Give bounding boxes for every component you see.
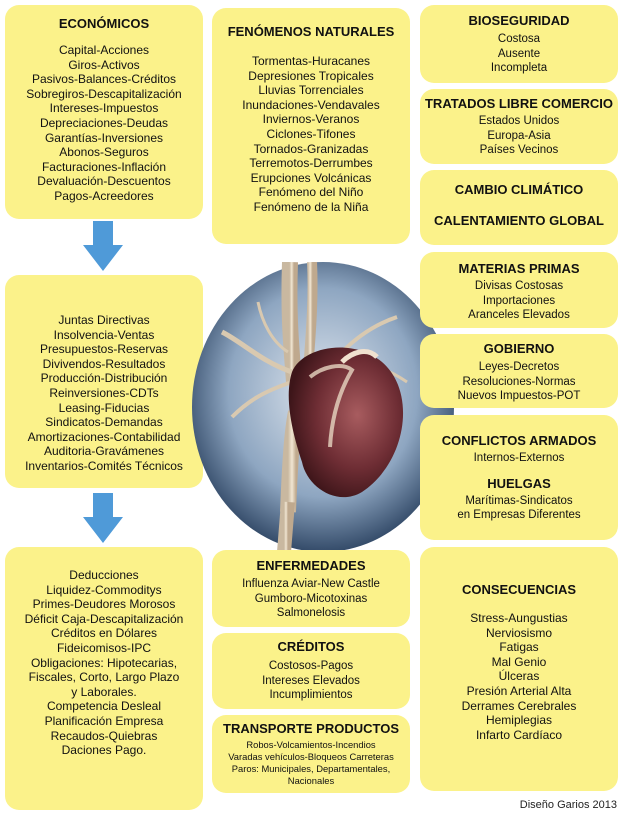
list-item: Leasing-Fiducias bbox=[58, 400, 150, 415]
conflictos-box bbox=[420, 415, 618, 540]
arrow-down-icon bbox=[83, 221, 123, 273]
list-item: Juntas Directivas bbox=[58, 313, 150, 327]
gobierno-title: GOBIERNO bbox=[483, 341, 555, 356]
list-item: Garantías-Inversiones bbox=[44, 130, 164, 145]
list-item: Terremotos-Derrumbes bbox=[249, 156, 373, 171]
list-item: Pagos-Acreedores bbox=[54, 188, 154, 203]
list-item: Depreciaciones-Deudas bbox=[39, 115, 169, 130]
list-item: Nerviosismo bbox=[485, 625, 552, 640]
list-item: Divisas Costosas bbox=[474, 280, 564, 292]
list-item: Primes-Deudores Morosos bbox=[32, 597, 176, 612]
list-item: Auditoria-Gravámenes bbox=[43, 444, 165, 459]
list-item: Amortizaciones-Contabilidad bbox=[27, 429, 181, 444]
economicos-title: ECONÓMICOS bbox=[58, 16, 150, 31]
list-item: Divivendos-Resultados bbox=[42, 356, 166, 371]
list-item: Hemiplegias bbox=[485, 713, 552, 728]
fenomenos-title: FENÓMENOS NATURALES bbox=[227, 24, 395, 39]
list-item: Incumplimientos bbox=[269, 689, 353, 702]
list-item: Ausente bbox=[497, 47, 541, 60]
cambio-box bbox=[420, 170, 618, 245]
list-item: Inviernos-Veranos bbox=[262, 112, 360, 127]
cambio-title-2: CALENTAMIENTO GLOBAL bbox=[434, 213, 604, 228]
list-item: Sindicatos-Demandas bbox=[45, 415, 163, 430]
bioseguridad-box bbox=[420, 5, 618, 83]
list-item: Lluvias Torrenciales bbox=[258, 83, 364, 98]
list-item: Competencia Desleal bbox=[46, 699, 162, 714]
list-item: Reinversiones-CDTs bbox=[49, 385, 159, 400]
economicos-list bbox=[26, 43, 181, 204]
list-item: y Laborales. bbox=[71, 684, 137, 699]
enfermedades-title: ENFERMEDADES bbox=[256, 558, 366, 573]
list-item: Gumboro-Micotoxinas bbox=[254, 592, 368, 605]
economicos-box bbox=[5, 5, 203, 219]
list-item: Nuevos Impuestos-POT bbox=[457, 390, 581, 403]
tratados-box bbox=[420, 89, 618, 164]
list-item: Inundaciones-Vendavales bbox=[242, 97, 380, 112]
list-item: Daciones Pago. bbox=[61, 743, 147, 758]
list-item: Fiscales, Corto, Largo Plazo bbox=[28, 670, 180, 685]
design-credit: Diseño Garios 2013 bbox=[519, 799, 617, 811]
list-item: Países Vecinos bbox=[479, 144, 559, 157]
list-item: Nacionales bbox=[287, 775, 335, 786]
list-item: Leyes-Decretos bbox=[478, 361, 560, 373]
deducciones-list bbox=[25, 568, 184, 758]
list-item: Obligaciones: Hipotecarias, bbox=[30, 655, 178, 670]
gobierno-box bbox=[420, 334, 618, 408]
list-item: Tornados-Granizadas bbox=[253, 141, 369, 156]
deducciones-box bbox=[5, 547, 203, 810]
materias-title: MATERIAS PRIMAS bbox=[458, 261, 580, 276]
list-item: Capital-Acciones bbox=[58, 43, 150, 57]
creditos-box bbox=[212, 633, 410, 709]
fenomenos-box bbox=[212, 8, 410, 244]
bioseguridad-list bbox=[491, 32, 547, 76]
materias-box bbox=[420, 252, 618, 328]
list-item: Influenza Aviar-New Castle bbox=[242, 578, 380, 590]
consecuencias-list bbox=[462, 611, 577, 742]
list-item: Europa-Asia bbox=[487, 129, 551, 142]
huelgas-title: HUELGAS bbox=[487, 475, 551, 491]
materias-list bbox=[468, 279, 570, 323]
list-item: Úlceras bbox=[498, 669, 540, 684]
creditos-list bbox=[262, 659, 360, 703]
list-item: Créditos en Dólares bbox=[50, 626, 158, 641]
list-item: Producción-Distribución bbox=[40, 371, 168, 386]
heart-illustration bbox=[192, 262, 454, 552]
list-item: Fenómeno de la Niña bbox=[253, 199, 369, 214]
list-item: Fideicomisos-IPC bbox=[56, 640, 151, 655]
consecuencias-box bbox=[420, 547, 618, 791]
creditos-title: CRÉDITOS bbox=[277, 639, 345, 654]
list-item: Abonos-Seguros bbox=[59, 145, 149, 160]
conflictos-title: CONFLICTOS ARMADOS bbox=[441, 433, 597, 448]
list-item: Marítimas-Sindicatos bbox=[465, 494, 573, 507]
list-item: Presión Arterial Alta bbox=[466, 683, 572, 698]
fenomenos-list bbox=[242, 54, 379, 215]
list-item: Varadas vehículos-Bloqueos Carreteras bbox=[228, 751, 394, 762]
list-item: Estados Unidos bbox=[478, 115, 560, 127]
list-item: Incompleta bbox=[490, 62, 548, 75]
list-item: Deducciones bbox=[69, 568, 139, 582]
enfermedades-box bbox=[212, 550, 410, 627]
list-item: Internos-Externos bbox=[473, 452, 565, 464]
list-item: Devaluación-Descuentos bbox=[37, 174, 171, 189]
list-item: Aranceles Elevados bbox=[468, 309, 570, 322]
list-item: Giros-Activos bbox=[68, 57, 140, 72]
bioseguridad-title: BIOSEGURIDAD bbox=[468, 13, 570, 28]
list-item: Tormentas-Huracanes bbox=[251, 54, 371, 68]
list-item: Liquidez-Commoditys bbox=[46, 582, 162, 597]
list-item: Sobregiros-Descapitalización bbox=[26, 86, 182, 101]
list-item: Recaudos-Quiebras bbox=[50, 728, 158, 743]
arrow-down-icon bbox=[83, 493, 123, 545]
list-item: Mal Genio bbox=[491, 654, 547, 669]
list-item: Depresiones Tropicales bbox=[248, 68, 374, 83]
list-item: Fenómeno del Niño bbox=[258, 185, 364, 200]
list-item: Importaciones bbox=[482, 294, 556, 307]
juntas-list bbox=[25, 313, 183, 474]
list-item: Infarto Cardíaco bbox=[475, 727, 563, 742]
list-item: Presupuestos-Reservas bbox=[39, 342, 169, 357]
consecuencias-title: CONSECUENCIAS bbox=[461, 582, 577, 597]
tratados-list bbox=[479, 114, 560, 158]
list-item: Derrames Cerebrales bbox=[461, 698, 577, 713]
gobierno-list bbox=[458, 360, 581, 404]
list-item: Robos-Volcamientos-Incendios bbox=[246, 739, 376, 750]
juntas-box bbox=[5, 275, 203, 488]
list-item: Costosos-Pagos bbox=[268, 660, 354, 672]
list-item: en Empresas Diferentes bbox=[457, 509, 581, 522]
tratados-title: TRATADOS LIBRE COMERCIO bbox=[424, 96, 613, 111]
list-item: Inventarios-Comités Técnicos bbox=[25, 458, 183, 473]
list-item: Costosa bbox=[497, 33, 541, 45]
list-item: Planificación Empresa bbox=[44, 713, 164, 728]
transporte-box bbox=[212, 715, 410, 793]
cambio-title-1: CAMBIO CLIMÁTICO bbox=[454, 182, 584, 197]
list-item: Intereses Elevados bbox=[262, 674, 360, 687]
list-item: Insolvencia-Ventas bbox=[53, 327, 155, 342]
transporte-list bbox=[228, 739, 394, 787]
transporte-title: TRANSPORTE PRODUCTOS bbox=[223, 721, 399, 736]
enfermedades-list bbox=[242, 577, 380, 621]
list-item: Paros: Municipales, Departamentales, bbox=[231, 763, 391, 774]
list-item: Stress-Aungustias bbox=[470, 611, 568, 625]
list-item: Pasivos-Balances-Créditos bbox=[31, 72, 177, 87]
list-item: Intereses-Impuestos bbox=[49, 101, 159, 116]
list-item: Resoluciones-Normas bbox=[462, 375, 576, 388]
list-item: Déficit Caja-Descapitalización bbox=[24, 611, 184, 626]
list-item: Erupciones Volcánicas bbox=[250, 170, 372, 185]
huelgas-list bbox=[457, 494, 580, 523]
list-item: Salmonelosis bbox=[276, 607, 346, 620]
list-item: Fatigas bbox=[499, 640, 539, 655]
list-item: Ciclones-Tifones bbox=[266, 126, 356, 141]
conflictos-list bbox=[474, 451, 565, 466]
list-item: Facturaciones-Inflación bbox=[41, 159, 167, 174]
